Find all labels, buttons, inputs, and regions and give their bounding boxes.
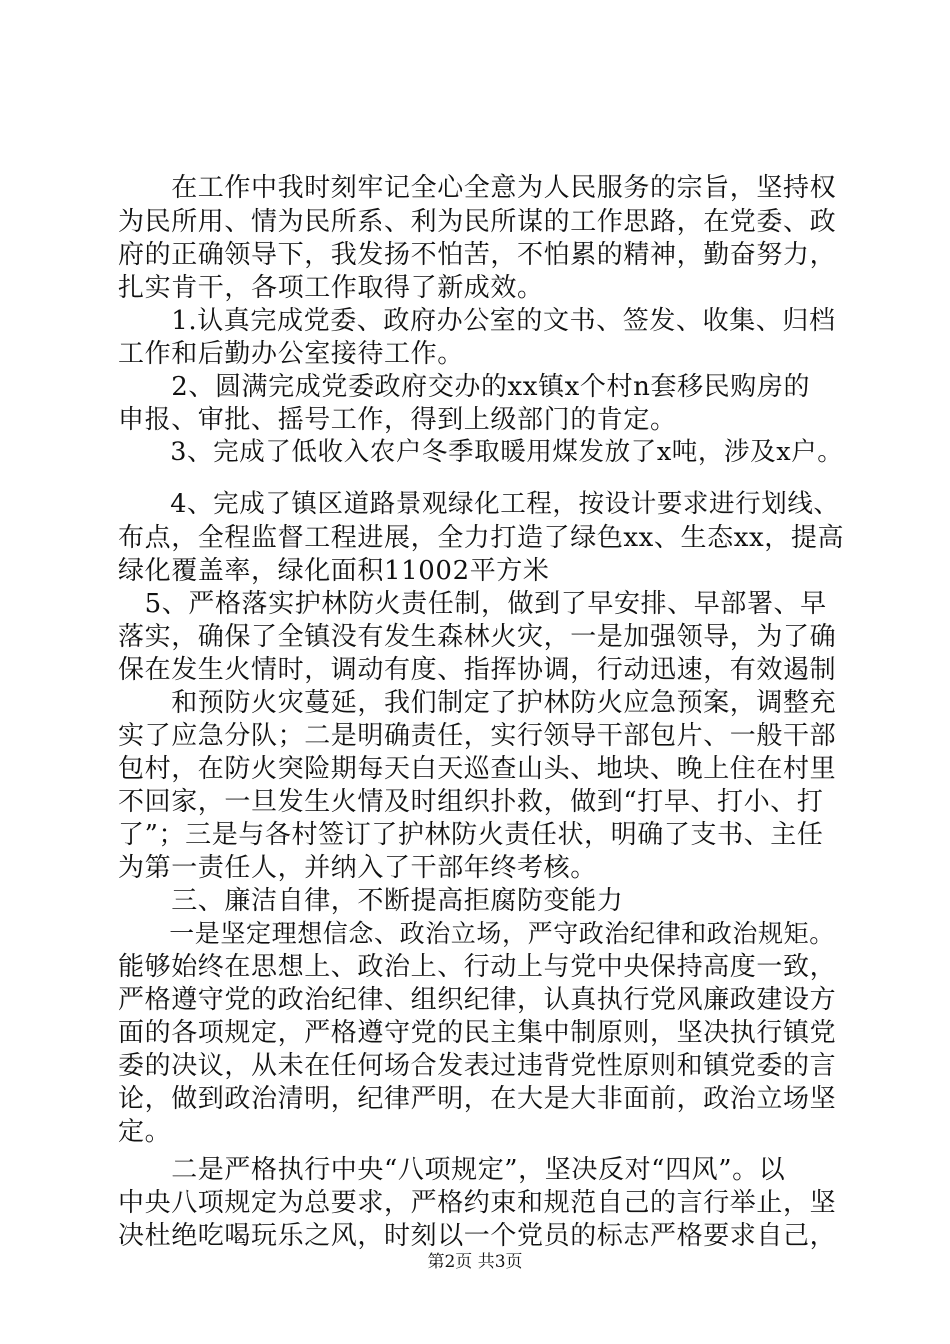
paragraph-line: 定。 <box>118 1117 172 1147</box>
section-heading: 三、廉洁自律，不断提高拒腐防变能力 <box>118 886 624 916</box>
paragraph-line: 决杜绝吃喝玩乐之风，时刻以一个党员的标志严格要求自己， <box>118 1221 837 1251</box>
paragraph-line: 落实，确保了全镇没有发生森林火灾，一是加强领导，为了确 <box>118 622 837 652</box>
paragraph-line: 为第一责任人，并纳入了干部年终考核。 <box>118 853 597 883</box>
paragraph-line: 保在发生火情时，调动有度、指挥协调，行动迅速，有效遏制 <box>118 655 837 685</box>
paragraph-line: 为民所用、情为民所系、利为民所谋的工作思路，在党委、政 <box>118 207 837 237</box>
paragraph-line: 工作和后勤办公室接待工作。 <box>118 339 464 369</box>
paragraph-line: 能够始终在思想上、政治上、行动上与党中央保持高度一致， <box>118 952 837 982</box>
paragraph-line: 布点，全程监督工程进展，全力打造了绿色xx、生态xx，提高 <box>118 523 845 553</box>
paragraph-line: 论，做到政治清明，纪律严明，在大是大非面前，政治立场坚 <box>118 1084 837 1114</box>
paragraph-line: 绿化覆盖率，绿化面积11002平方米 <box>118 556 550 586</box>
paragraph-line: 实了应急分队；二是明确责任，实行领导干部包片、一般干部 <box>118 721 837 751</box>
paragraph-line: 了”；三是与各村签订了护林防火责任状，明确了支书、主任 <box>118 820 824 850</box>
paragraph-line: 面的各项规定，严格遵守党的民主集中制原则，坚决执行镇党 <box>118 1018 837 1048</box>
paragraph-line: 3、完成了低收入农户冬季取暖用煤发放了x吨，涉及x户。 <box>118 437 844 467</box>
paragraph-line: 1.认真完成党委、政府办公室的文书、签发、收集、归档 <box>118 306 836 336</box>
paragraph-line: 二是严格执行中央“八项规定”，坚决反对“四风”。以 <box>118 1155 786 1185</box>
paragraph-line: 扎实肯干，各项工作取得了新成效。 <box>118 273 544 303</box>
paragraph-line: 中央八项规定为总要求，严格约束和规范自己的言行举止，坚 <box>118 1188 837 1218</box>
paragraph-line: 申报、审批、摇号工作，得到上级部门的肯定。 <box>118 405 677 435</box>
paragraph-line: 4、完成了镇区道路景观绿化工程，按设计要求进行划线、 <box>118 489 840 519</box>
paragraph-line: 府的正确领导下，我发扬不怕苦，不怕累的精神，勤奋努力， <box>118 240 837 270</box>
paragraph-line: 一是坚定理想信念、政治立场，严守政治纪律和政治规矩。 <box>118 919 835 948</box>
paragraph-line: 2、圆满完成党委政府交办的xx镇x个村n套移民购房的 <box>118 372 811 402</box>
paragraph-line: 和预防火灾蔓延，我们制定了护林防火应急预案，调整充 <box>118 688 837 718</box>
paragraph-line: 5、严格落实护林防火责任制，做到了早安排、早部署、早 <box>118 589 827 619</box>
page-footer: 第2页 共3页 <box>427 1252 523 1272</box>
paragraph-line: 委的决议，从未在任何场合发表过违背党性原则和镇党委的言 <box>118 1051 837 1081</box>
paragraph-line: 严格遵守党的政治纪律、组织纪律，认真执行党风廉政建设方 <box>118 985 837 1015</box>
paragraph-line: 不回家，一旦发生火情及时组织扑救，做到“打早、打小、打 <box>118 787 824 817</box>
paragraph-line: 在工作中我时刻牢记全心全意为人民服务的宗旨，坚持权 <box>118 173 837 203</box>
paragraph-line: 包村，在防火突险期每天白天巡查山头、地块、晚上住在村里 <box>118 754 837 784</box>
